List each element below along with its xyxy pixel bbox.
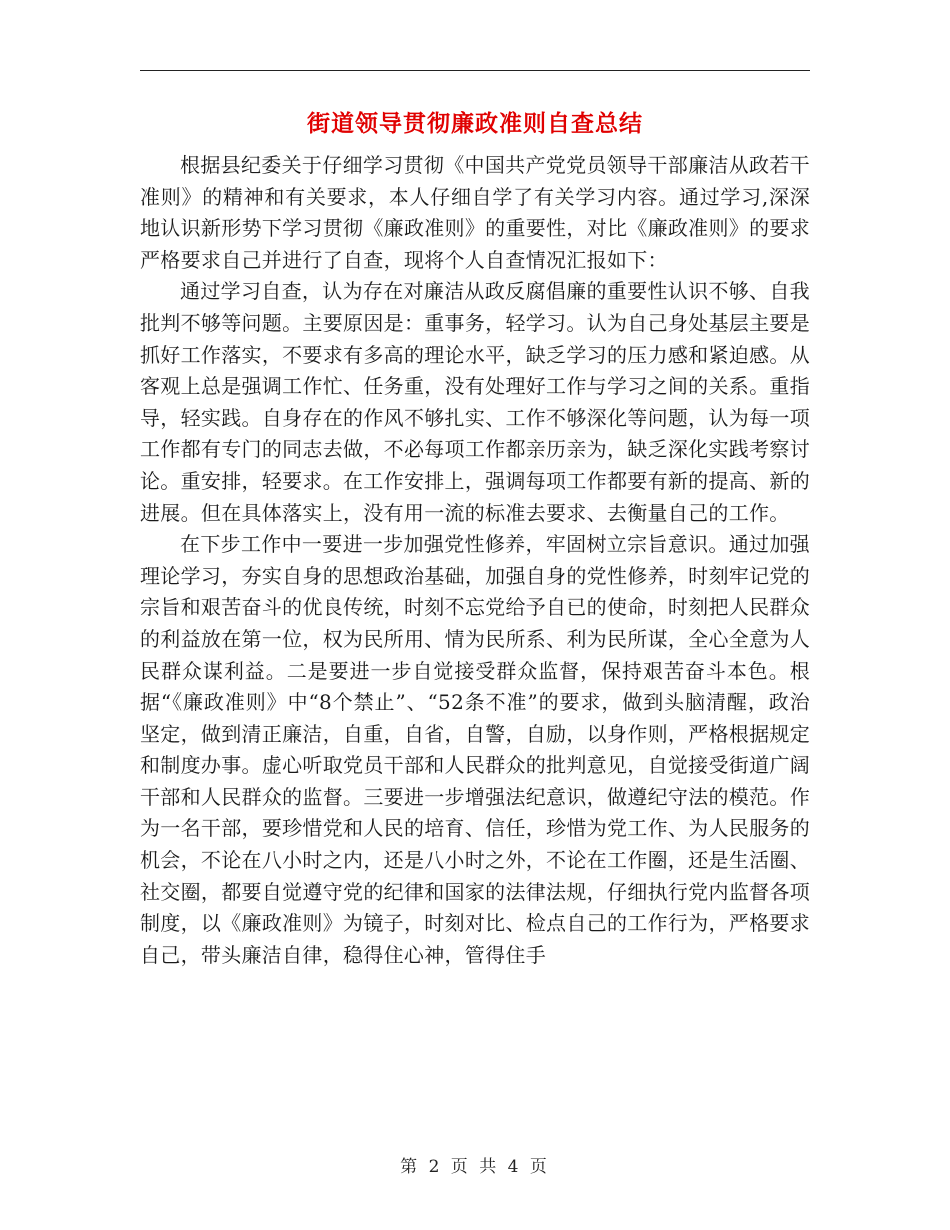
header-rule (140, 70, 810, 71)
document-body (140, 150, 810, 971)
paragraph-intro: 根据县纪委关于仔细学习贯彻《中国共产党党员领导干部廉洁从政若干准则》的精神和有关要求，本人仔细自学了有关学习内容。通过学习,深深地认识新形势下学习贯彻《廉政准则》的重要性，对比《廉政准则》的要求严格要求自己并进行了自查，现将个人自查情况汇报如下： (140, 153, 810, 272)
paragraph-next-steps: 在下步工作中一要进一步加强党性修养，牢固树立宗旨意识。通过加强理论学习，夯实自身的思想政治基础，加强自身的党性修养，时刻牢记党的宗旨和艰苦奋斗的优良传统，时刻不忘党给予自已的使命，时刻把人民群众的利益放在第一位，权为民所用、情为民所系、利为民所谋，全心全意为人民群众谋利益。二是要进一步自觉接受群众监督，保持艰苦奋斗本色。根据“《廉政准则》中“8个禁止”、“52条不准”的要求，做到头脑清醒，政治坚定，做到清正廉洁，自重，自省，自警，自励，以身作则，严格根据规定和制度办事。虚心听取党员干部和人民群众的批判意见，自觉接受街道广阔干部和人民群众的监督。三要进一步增强法纪意识，做遵纪守法的模范。作为一名干部，要珍惜党和人民的培育、信任，珍惜为党工作、为人民服务的机会，不论在八小时之内，还是八小时之外，不论在工作圈，还是生活圈、社交圈，都要自觉遵守党的纪律和国家的法律法规，仔细执行党内监督各项制度，以《廉政准则》为镜子，时刻对比、检点自己的工作行为，严格要求自己，带头廉洁自律，稳得住心神，管得住手 (140, 532, 810, 967)
document-title: 街道领导贯彻廉政准则自查总结 (307, 111, 643, 137)
page-number: 第 2 页 共 4 页 (400, 1157, 550, 1177)
paragraph-self-check: 通过学习自查，认为存在对廉洁从政反腐倡廉的重要性认识不够、自我批判不够等问题。主要原因是：重事务，轻学习。认为自己身处基层主要是抓好工作落实，不要求有多高的理论水平，缺乏学习的压力感和紧迫感。从客观上总是强调工作忙、任务重，没有处理好工作与学习之间的关系。重指导，轻实践。自身存在的作风不够扎实、工作不够深化等问题，认为每一项工作都有专门的同志去做，不必每项工作都亲历亲为，缺乏深化实践考察讨论。重安排，轻要求。在工作安排上，强调每项工作都要有新的提高、新的进展。但在具体落实上，没有用一流的标准去要求、去衡量自己的工作。 (140, 279, 810, 525)
